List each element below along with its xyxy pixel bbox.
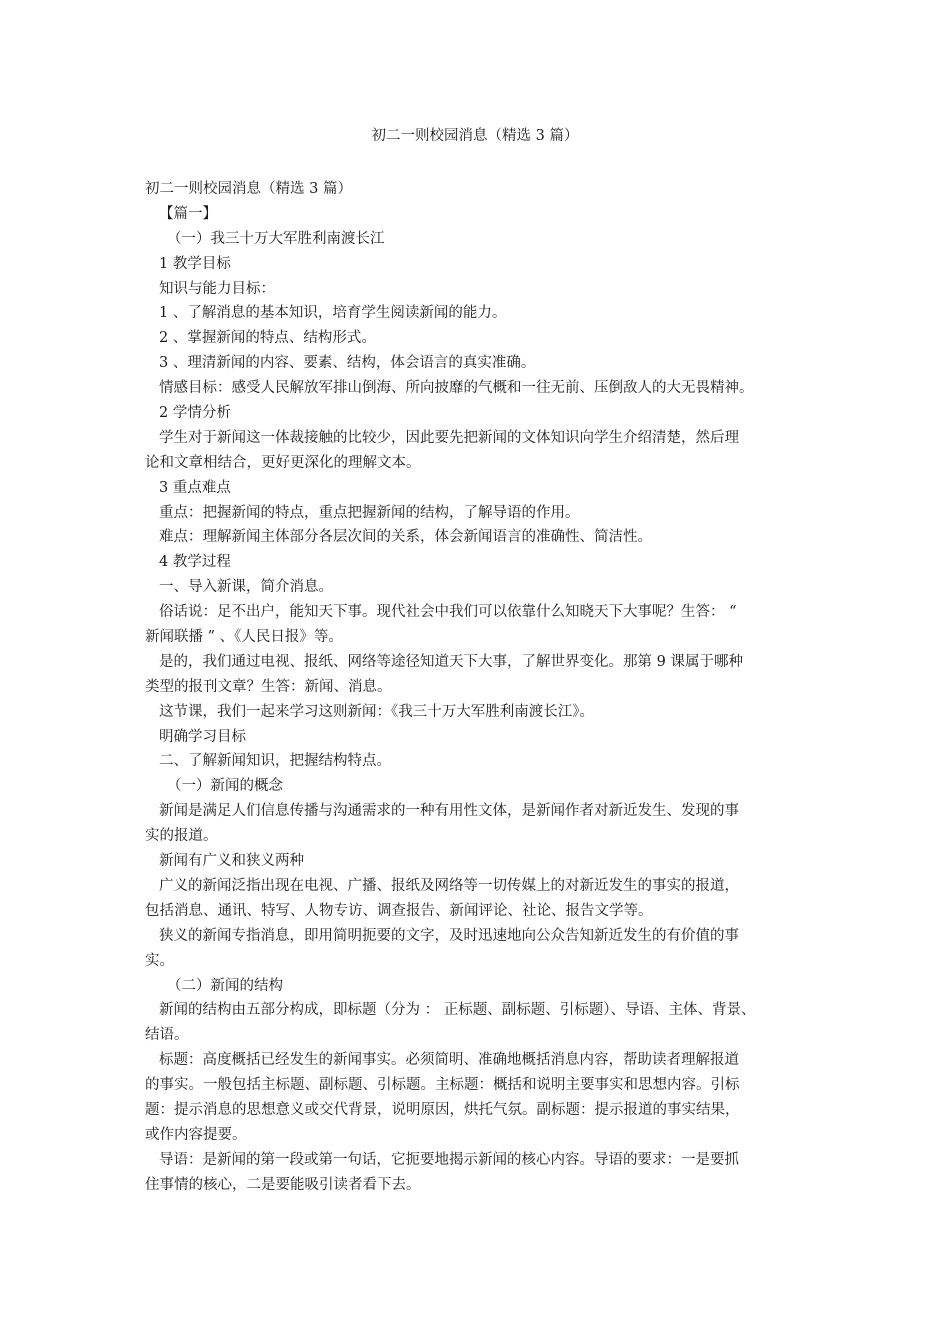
body-line: （二）新闻的结构	[167, 977, 283, 994]
body-line: 新闻有广义和狭义两种	[159, 853, 304, 870]
body-line: 一、导入新课，简介消息。	[159, 579, 333, 596]
body-line: 新闻的结构由五部分构成，即标题（分为 ： 正标题、副标题、引标题）、导语、主体、背景、	[159, 1002, 756, 1019]
body-line: 知识与能力目标：	[159, 280, 275, 297]
body-line: 论和文章相结合，更好更深化的理解文本。	[145, 454, 421, 471]
body-line: 是的，我们通过电视、报纸、网络等途径知道天下大事，了解世界变化。那第 9 课属于哪种	[159, 653, 743, 670]
body-line: 初二一则校园消息（精选 3 篇）	[145, 181, 352, 197]
body-line: 实的报道。	[145, 828, 218, 845]
body-line: 狭义的新闻专指消息，即用简明扼要的文字，及时迅速地向公众告知新近发生的有价值的事	[159, 927, 739, 944]
body-line: 这节课，我们一起来学习这则新闻：《我三十万大军胜利南渡长江》。	[159, 703, 594, 720]
body-line: 2 、掌握新闻的特点、结构形式。	[159, 330, 376, 347]
body-line: 或作内容提要。	[145, 1126, 247, 1143]
body-line: 俗话说：足不出户，能知天下事。现代社会中我们可以依靠什么知晓天下大事呢？生答： “	[159, 604, 737, 621]
body-line: 的事实。一般包括主标题、副标题、引标题。主标题：概括和说明主要事实和思想内容。引标	[145, 1077, 740, 1094]
body-line: 结语。	[145, 1027, 189, 1044]
body-line: 2 学情分析	[159, 405, 231, 422]
body-line: 包括消息、通讯、特写、人物专访、调查报告、新闻评论、社论、报告文学等。	[145, 902, 653, 919]
body-line: （一）我三十万大军胜利南渡长江	[167, 230, 385, 247]
document-title: 初二一则校园消息（精选 3 篇）	[371, 128, 579, 144]
body-line: 新闻联播 ” 、《人民日报》等。	[145, 629, 343, 646]
body-line: 明确学习目标	[159, 728, 246, 745]
body-line: 住事情的核心，二是要能吸引读者看下去。	[145, 1176, 421, 1193]
body-line: 1 、了解消息的基本知识，培育学生阅读新闻的能力。	[159, 305, 507, 322]
body-line: 二、了解新闻知识，把握结构特点。	[159, 753, 391, 770]
body-line: 情感目标：感受人民解放军排山倒海、所向披靡的气概和一往无前、压倒敌人的大无畏精神。	[159, 380, 754, 397]
body-line: 类型的报刊文章？生答：新闻、消息。	[145, 678, 392, 695]
body-line: 3 重点难点	[159, 479, 231, 496]
body-line: 标题：高度概括已经发生的新闻事实。必须简明、准确地概括消息内容，帮助读者理解报道	[159, 1052, 739, 1069]
body-line: 【篇一】	[159, 205, 217, 222]
body-line: 题：提示消息的思想意义或交代背景，说明原因，烘托气氛。副标题：提示报道的事实结果，	[145, 1101, 740, 1118]
body-line: 难点：理解新闻主体部分各层次间的关系，体会新闻语言的准确性、简洁性。	[159, 529, 652, 546]
body-line: 新闻是满足人们信息传播与沟通需求的一种有用性文体，是新闻作者对新近发生、发现的事	[159, 803, 739, 820]
body-line: 4 教学过程	[159, 554, 231, 571]
body-line: 广义的新闻泛指出现在电视、广播、报纸及网络等一切传媒上的对新近发生的事实的报道，	[159, 877, 739, 894]
body-line: 重点：把握新闻的特点，重点把握新闻的结构，了解导语的作用。	[159, 504, 580, 521]
body-line: 导语：是新闻的第一段或第一句话，它扼要地揭示新闻的核心内容。导语的要求：一是要抓	[159, 1151, 739, 1168]
body-line: （一）新闻的概念	[167, 778, 283, 795]
body-line: 3 、理清新闻的内容、要素、结构，体会语言的真实准确。	[159, 355, 536, 372]
body-line: 1 教学目标	[159, 255, 231, 272]
body-line: 实。	[145, 952, 174, 969]
body-line: 学生对于新闻这一体裁接触的比较少，因此要先把新闻的文体知识向学生介绍清楚，然后理	[159, 429, 739, 446]
document-body	[145, 177, 825, 1198]
